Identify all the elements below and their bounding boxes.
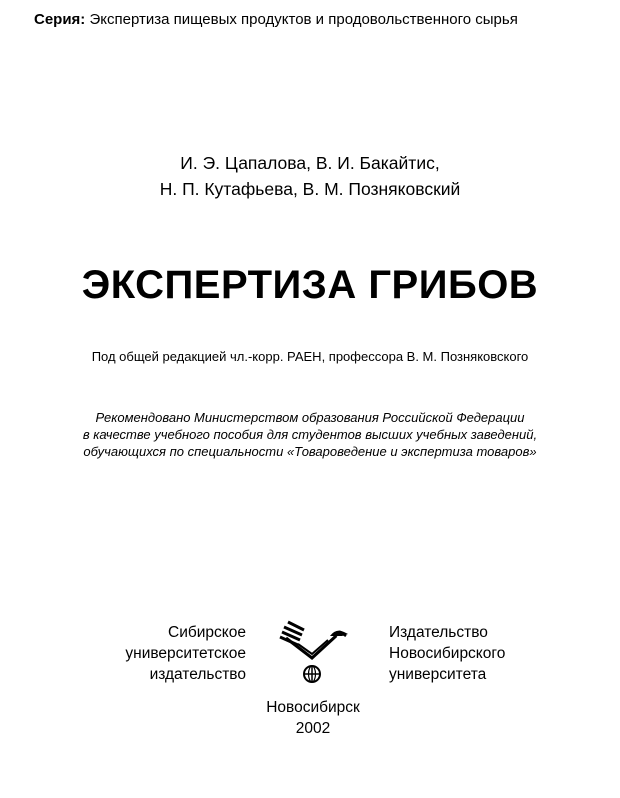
recommendation [0,409,620,460]
authors [0,150,620,202]
publisher-left-line-1: Сибирское [168,624,246,641]
editor-note: Под общей редакцией чл.-корр. РАЕН, профессора В. М. Позняковского [91,349,529,364]
authors-line-1: И. Э. Цапалова, В. И. Бакайтис, [180,153,440,173]
publisher-left-line-3: издательство [149,666,246,683]
series-line [34,11,518,28]
series-text: Экспертиза пищевых продуктов и продовольственного сырья [85,11,518,28]
publisher-right [389,622,505,685]
city: Новосибирск [266,699,360,716]
book-title: ЭКСПЕРТИЗА ГРИБОВ [81,263,539,307]
publisher-right-line-1: Издательство [389,624,488,641]
imprint [0,697,620,739]
publisher-left [125,622,246,685]
publisher-right-line-3: университета [389,666,487,683]
publisher-right-line-2: Новосибирского [389,645,506,662]
bird-globe-logo-icon [274,614,350,690]
series-label: Серия: [34,11,86,28]
recommendation-line-2: в качестве учебного пособия для студентов высших учебных заведений, [82,427,538,442]
publisher-left-line-2: университетское [125,645,246,662]
year: 2002 [295,720,331,737]
recommendation-line-1: Рекомендовано Министерством образования Российской Федерации [95,410,525,425]
recommendation-line-3: обучающихся по специальности «Товароведение и экспертиза товаров» [83,444,537,459]
authors-line-2: Н. П. Кутафьева, В. М. Позняковский [159,179,461,199]
